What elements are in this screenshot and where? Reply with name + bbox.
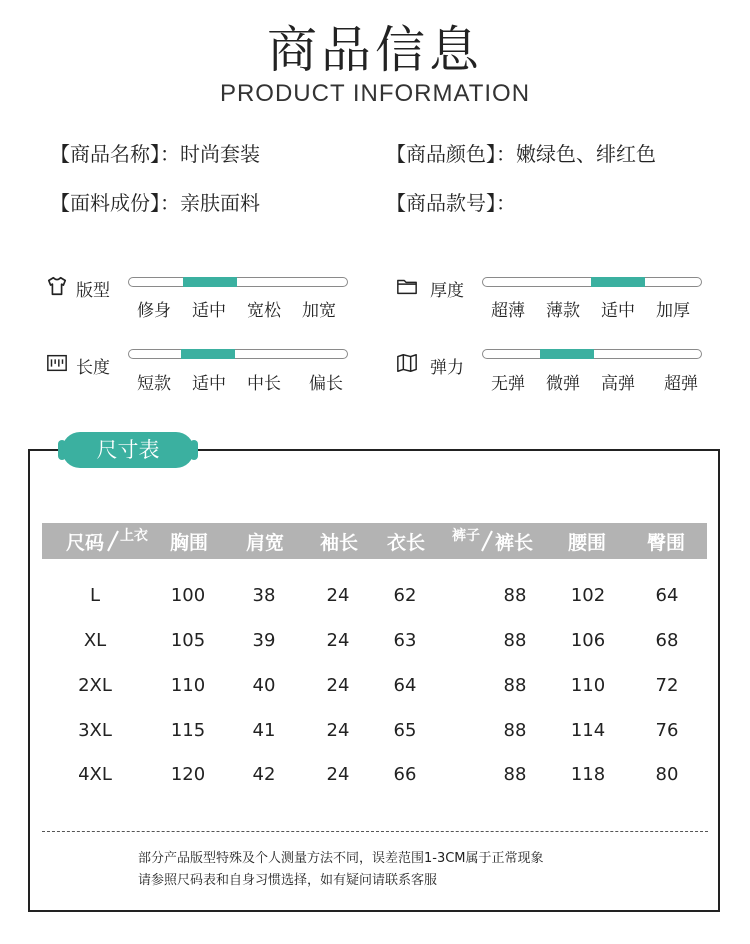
- note-line: 请参照尺码表和自身习惯选择，如有疑问请联系客服: [138, 873, 438, 888]
- table-cell: 110: [170, 675, 206, 696]
- table-cell: 24: [326, 585, 350, 606]
- table-cell: 63: [393, 630, 417, 651]
- info-color-label: 【商品颜色】：: [386, 142, 516, 166]
- attr-fit-option: 修身: [137, 301, 171, 321]
- info-name-value: 时尚套装: [180, 142, 260, 166]
- table-cell: 24: [326, 630, 350, 651]
- table-cell: 65: [393, 720, 417, 741]
- header-sleeve: 袖长: [319, 532, 358, 554]
- size-table-title: 尺寸表: [62, 432, 194, 468]
- table-cell: 88: [503, 630, 527, 651]
- attr-length-option: 中长: [247, 374, 281, 394]
- header-shoulder: 肩宽: [245, 532, 284, 554]
- page-title: 商品信息: [267, 21, 483, 79]
- table-cell: 42: [252, 764, 276, 785]
- info-style-no-label: 【商品款号】：: [386, 191, 516, 215]
- header-chest: 胸围: [169, 532, 208, 554]
- table-cell: 64: [655, 585, 679, 606]
- table-cell: 76: [655, 720, 679, 741]
- info-color: [386, 138, 656, 167]
- info-fabric-label: 【面料成份】：: [50, 191, 180, 215]
- attr-length-bar: [128, 349, 348, 359]
- attr-thickness-fill: [591, 277, 645, 287]
- page-subtitle: PRODUCT INFORMATION: [219, 80, 531, 107]
- attr-fit-option: 宽松: [247, 301, 281, 321]
- table-cell: 64: [393, 675, 417, 696]
- table-cell: 24: [326, 675, 350, 696]
- attr-length-label: 长度: [76, 358, 110, 378]
- attr-fit-option: 加宽: [302, 301, 336, 321]
- table-cell: 88: [503, 585, 527, 606]
- table-cell: 72: [655, 675, 679, 696]
- table-row: [0, 720, 750, 742]
- table-cell: 102: [570, 585, 606, 606]
- table-row: [0, 585, 750, 607]
- table-cell: 40: [252, 675, 276, 696]
- header-top-label: 上衣: [120, 528, 148, 544]
- table-cell: 3XL: [78, 720, 112, 741]
- attr-thickness-bar: [482, 277, 702, 287]
- info-color-value: 嫩绿色、绯红色: [516, 142, 656, 166]
- table-cell: 24: [326, 720, 350, 741]
- info-name-label: 【商品名称】：: [50, 142, 180, 166]
- map-fold-icon: [396, 352, 418, 378]
- ruler-icon: [46, 352, 68, 378]
- attr-thickness-option: 超薄: [491, 301, 525, 321]
- attr-elastic-option: 高弹: [601, 374, 635, 394]
- table-cell: 114: [570, 720, 606, 741]
- attr-thickness-option: 加厚: [656, 301, 690, 321]
- table-cell: 110: [570, 675, 606, 696]
- table-cell: 88: [503, 764, 527, 785]
- table-cell: L: [89, 585, 101, 606]
- table-cell: 106: [570, 630, 606, 651]
- attr-length-option: 适中: [192, 374, 226, 394]
- notes-divider: [42, 831, 708, 832]
- table-cell: 2XL: [78, 675, 112, 696]
- table-cell: 24: [326, 764, 350, 785]
- info-name: [50, 138, 260, 167]
- header-waist: 腰围: [567, 532, 606, 554]
- attr-length-option: 短款: [137, 374, 171, 394]
- table-cell: 80: [655, 764, 679, 785]
- table-cell: 62: [393, 585, 417, 606]
- attr-thickness-label: 厚度: [430, 281, 464, 301]
- attr-elastic-bar: [482, 349, 702, 359]
- table-row: [0, 764, 750, 786]
- attr-elastic-label: 弹力: [430, 358, 464, 378]
- table-cell: 66: [393, 764, 417, 785]
- attr-fit-label: 版型: [76, 281, 110, 301]
- header-size: 尺码: [65, 532, 104, 554]
- header-slash: [106, 529, 120, 553]
- table-cell: 41: [252, 720, 276, 741]
- header-pants-length: 裤长: [494, 532, 533, 554]
- attr-length-option: 偏长: [309, 374, 343, 394]
- table-row: [0, 675, 750, 697]
- info-style-no: [386, 187, 516, 216]
- header-pants-label: 裤子: [452, 528, 480, 544]
- table-cell: 39: [252, 630, 276, 651]
- attr-elastic-option: 无弹: [491, 374, 525, 394]
- attr-thickness-option: 适中: [601, 301, 635, 321]
- table-cell: XL: [83, 630, 107, 651]
- attr-fit-fill: [183, 277, 237, 287]
- attr-fit-bar: [128, 277, 348, 287]
- table-cell: 88: [503, 720, 527, 741]
- info-fabric: [50, 187, 260, 216]
- table-cell: 115: [170, 720, 206, 741]
- table-cell: 105: [170, 630, 206, 651]
- info-fabric-value: 亲肤面料: [180, 191, 260, 215]
- table-row: [0, 630, 750, 652]
- attr-fit-option: 适中: [192, 301, 226, 321]
- header-top-length: 衣长: [386, 532, 425, 554]
- table-cell: 118: [570, 764, 606, 785]
- table-cell: 4XL: [78, 764, 112, 785]
- table-cell: 68: [655, 630, 679, 651]
- attr-elastic-fill: [540, 349, 594, 359]
- table-cell: 88: [503, 675, 527, 696]
- note-line: 部分产品版型特殊及个人测量方法不同，误差范围1-3CM属于正常现象: [138, 851, 544, 866]
- attr-thickness-option: 薄款: [546, 301, 580, 321]
- folder-icon: [396, 275, 418, 301]
- header-hip: 臀围: [646, 532, 685, 554]
- attr-length-fill: [181, 349, 235, 359]
- table-cell: 120: [170, 764, 206, 785]
- attr-elastic-option: 超弹: [664, 374, 698, 394]
- size-table-header: [42, 523, 707, 559]
- table-cell: 100: [170, 585, 206, 606]
- tshirt-icon: [46, 275, 68, 301]
- attr-elastic-option: 微弹: [546, 374, 580, 394]
- table-cell: 38: [252, 585, 276, 606]
